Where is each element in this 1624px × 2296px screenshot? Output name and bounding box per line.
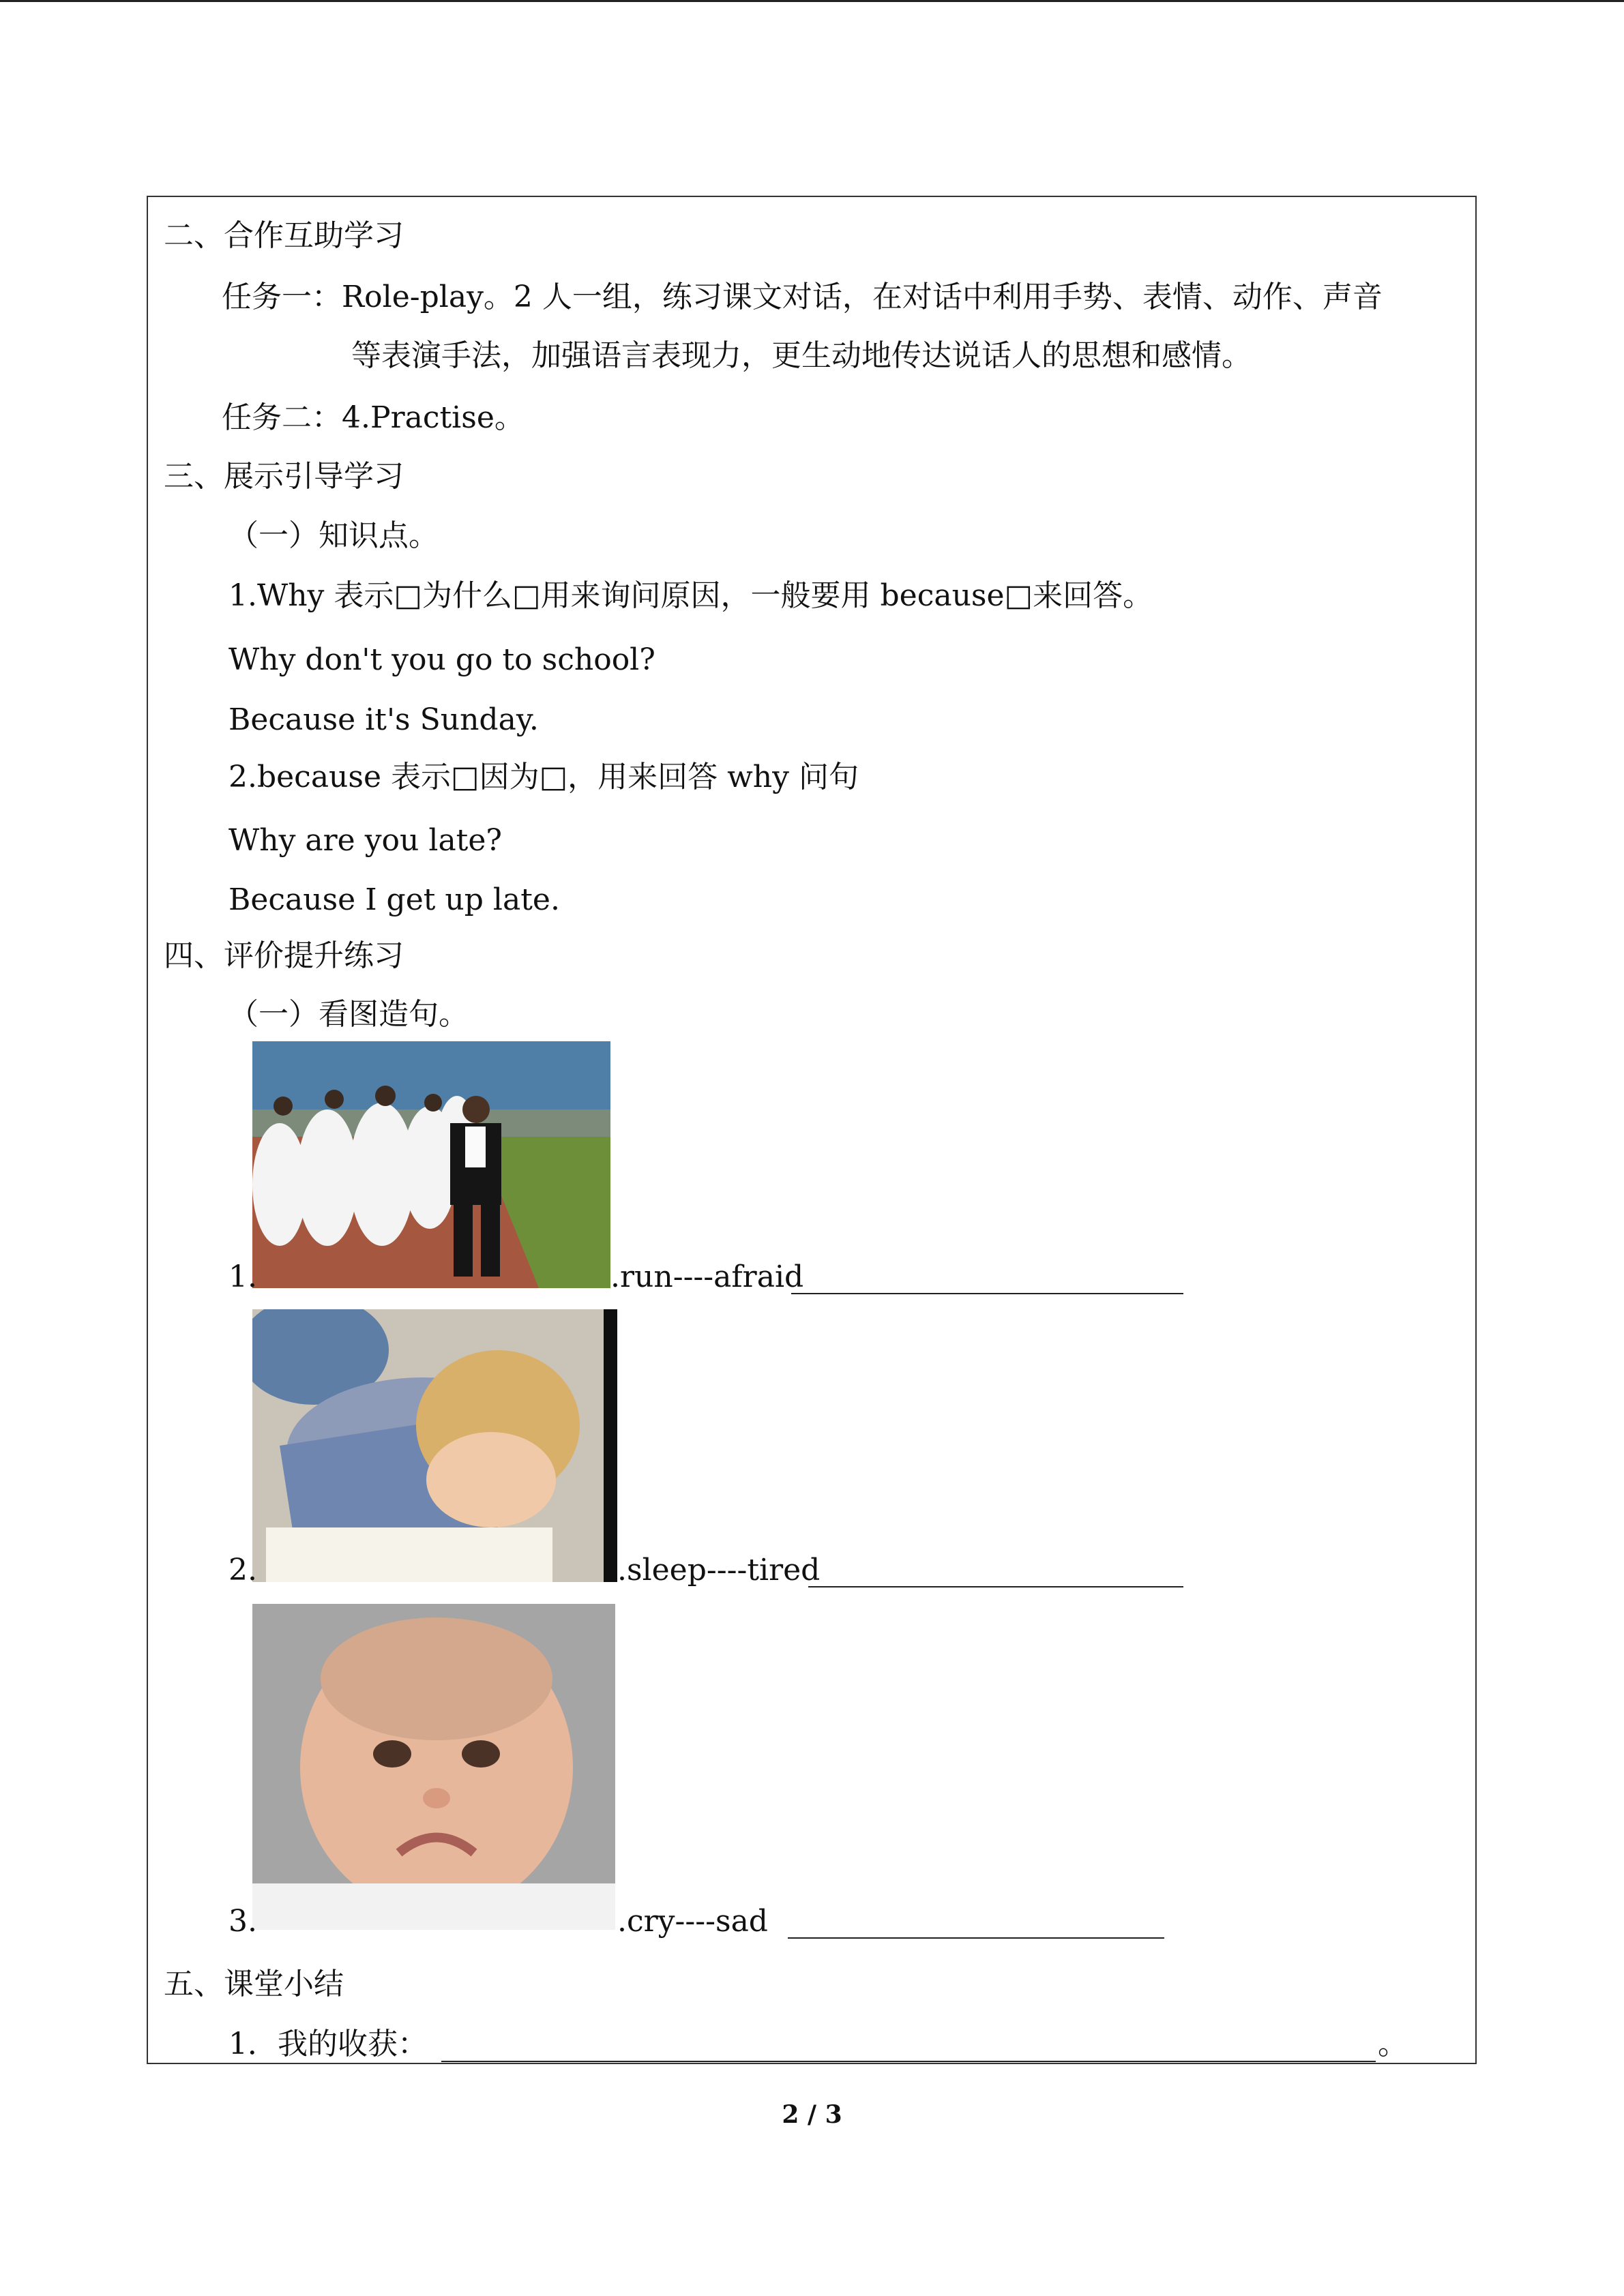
knowledge-point-2: 2.because 表示□因为□，用来回答 why 问句 <box>228 760 859 794</box>
example2-answer: Because I get up late. <box>228 882 560 917</box>
exercise2-number: 2. <box>228 1553 257 1587</box>
example1-answer: Because it's Sunday. <box>228 702 539 737</box>
exercise3-prompt: .cry----sad <box>617 1904 768 1939</box>
page-number: 2 / 3 <box>782 2100 842 2129</box>
summary-item1-end: 。 <box>1378 2027 1408 2061</box>
example1-question: Why don't you go to school? <box>228 642 655 677</box>
running-groom-brides-photo <box>252 1041 610 1288</box>
section2-heading: 二、合作互助学习 <box>164 218 404 253</box>
section3-heading: 三、展示引导学习 <box>164 459 404 494</box>
section4-heading: 四、评价提升练习 <box>164 938 404 973</box>
exercise2-answer-blank[interactable] <box>808 1586 1183 1587</box>
task2: 任务二：4.Practise。 <box>222 400 525 435</box>
exercise2-prompt: .sleep----tired <box>617 1553 821 1587</box>
crying-baby-photo <box>252 1604 615 1930</box>
task1-line2: 等表演手法，加强语言表现力，更生动地传达说话人的思想和感情。 <box>351 338 1252 373</box>
knowledge-point-1: 1.Why 表示□为什么□用来询问原因，一般要用 because□来回答。 <box>228 578 1153 613</box>
page-top-border <box>0 0 1624 2</box>
sleeping-child-photo <box>252 1309 617 1582</box>
task1-line1: 任务一：Role-play。2 人一组，练习课文对话，在对话中利用手势、表情、动作、声音 <box>222 280 1383 314</box>
section3-sub: （一）知识点。 <box>228 518 439 553</box>
section5-heading: 五、课堂小结 <box>164 1967 344 2001</box>
exercise1-answer-blank[interactable] <box>791 1293 1183 1294</box>
summary-item1-label: 1．我的收获： <box>228 2027 428 2061</box>
exercise1-number: 1. <box>228 1259 257 1294</box>
example2-question: Why are you late? <box>228 823 502 858</box>
exercise1-prompt: .run----afraid <box>610 1259 804 1294</box>
exercise3-number: 3. <box>228 1904 257 1939</box>
exercise3-answer-blank[interactable] <box>788 1937 1164 1939</box>
section4-sub: （一）看图造句。 <box>228 997 469 1032</box>
summary-answer-blank[interactable] <box>441 2061 1376 2062</box>
